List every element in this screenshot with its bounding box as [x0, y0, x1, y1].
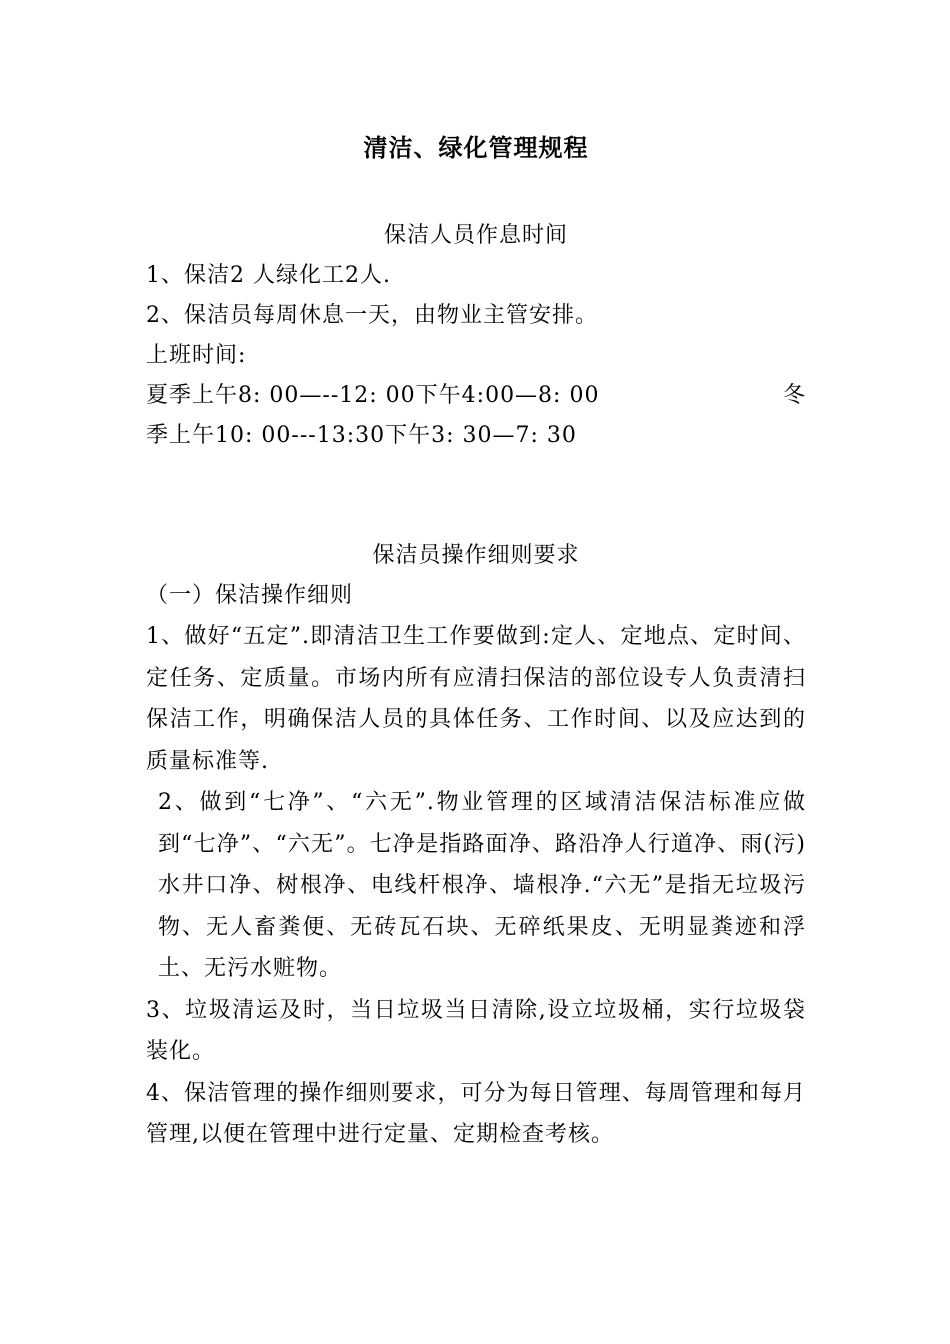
document-body	[146, 126, 806, 1156]
summer-hours-row	[146, 376, 806, 416]
section-heading-schedule: 保洁人员作息时间	[383, 223, 568, 248]
staff-count-line: 1、保洁2 人绿化工2人.	[146, 263, 391, 288]
rule-item-2: 2、做到“七净”、“六无”.物业管理的区域清洁保洁标准应做到“七净”、“六无”。七净是指路面净、路沿净人行道净、雨(污)水井口净、树根净、电线杆根净、墙根净.“六无”是指无垃圾污物、无人畜粪便、无砖瓦石块、无碎纸果皮、无明显粪迹和浮土、无污水赃物。	[158, 790, 806, 981]
section-heading-rules: 保洁员操作细则要求	[372, 543, 580, 568]
document-title: 清洁、绿化管理规程	[363, 133, 589, 162]
summer-hours-text: 夏季上午8: 00—--12: 00下午4:00—8: 00	[146, 383, 600, 408]
winter-hours-line: 季上午10: 00---13:30下午3: 30—7: 30	[146, 423, 577, 448]
rule-item-4: 4、保洁管理的操作细则要求，可分为每日管理、每周管理和每月管理,以便在管理中进行定量、定期检查考核。	[146, 1080, 806, 1147]
winter-hours-prefix: 冬	[782, 383, 806, 408]
rest-day-line: 2、保洁员每周休息一天，由物业主管安排。	[146, 303, 598, 328]
rule-item-3: 3、垃圾清运及时，当日垃圾当日清除,设立垃圾桶，实行垃圾袋装化。	[146, 997, 806, 1064]
section-spacer	[146, 456, 806, 536]
rule-item-1: 1、做好“五定”.即清洁卫生工作要做到:定人、定地点、定时间、定任务、定质量。市场内所有应清扫保洁的部位设专人负责清扫保洁工作，明确保洁人员的具体任务、工作时间、以及应达到的质量标准等.	[146, 624, 806, 774]
work-hours-label: 上班时间:	[146, 343, 247, 368]
subsection-heading-cleaning: （一）保洁操作细则	[146, 583, 354, 608]
